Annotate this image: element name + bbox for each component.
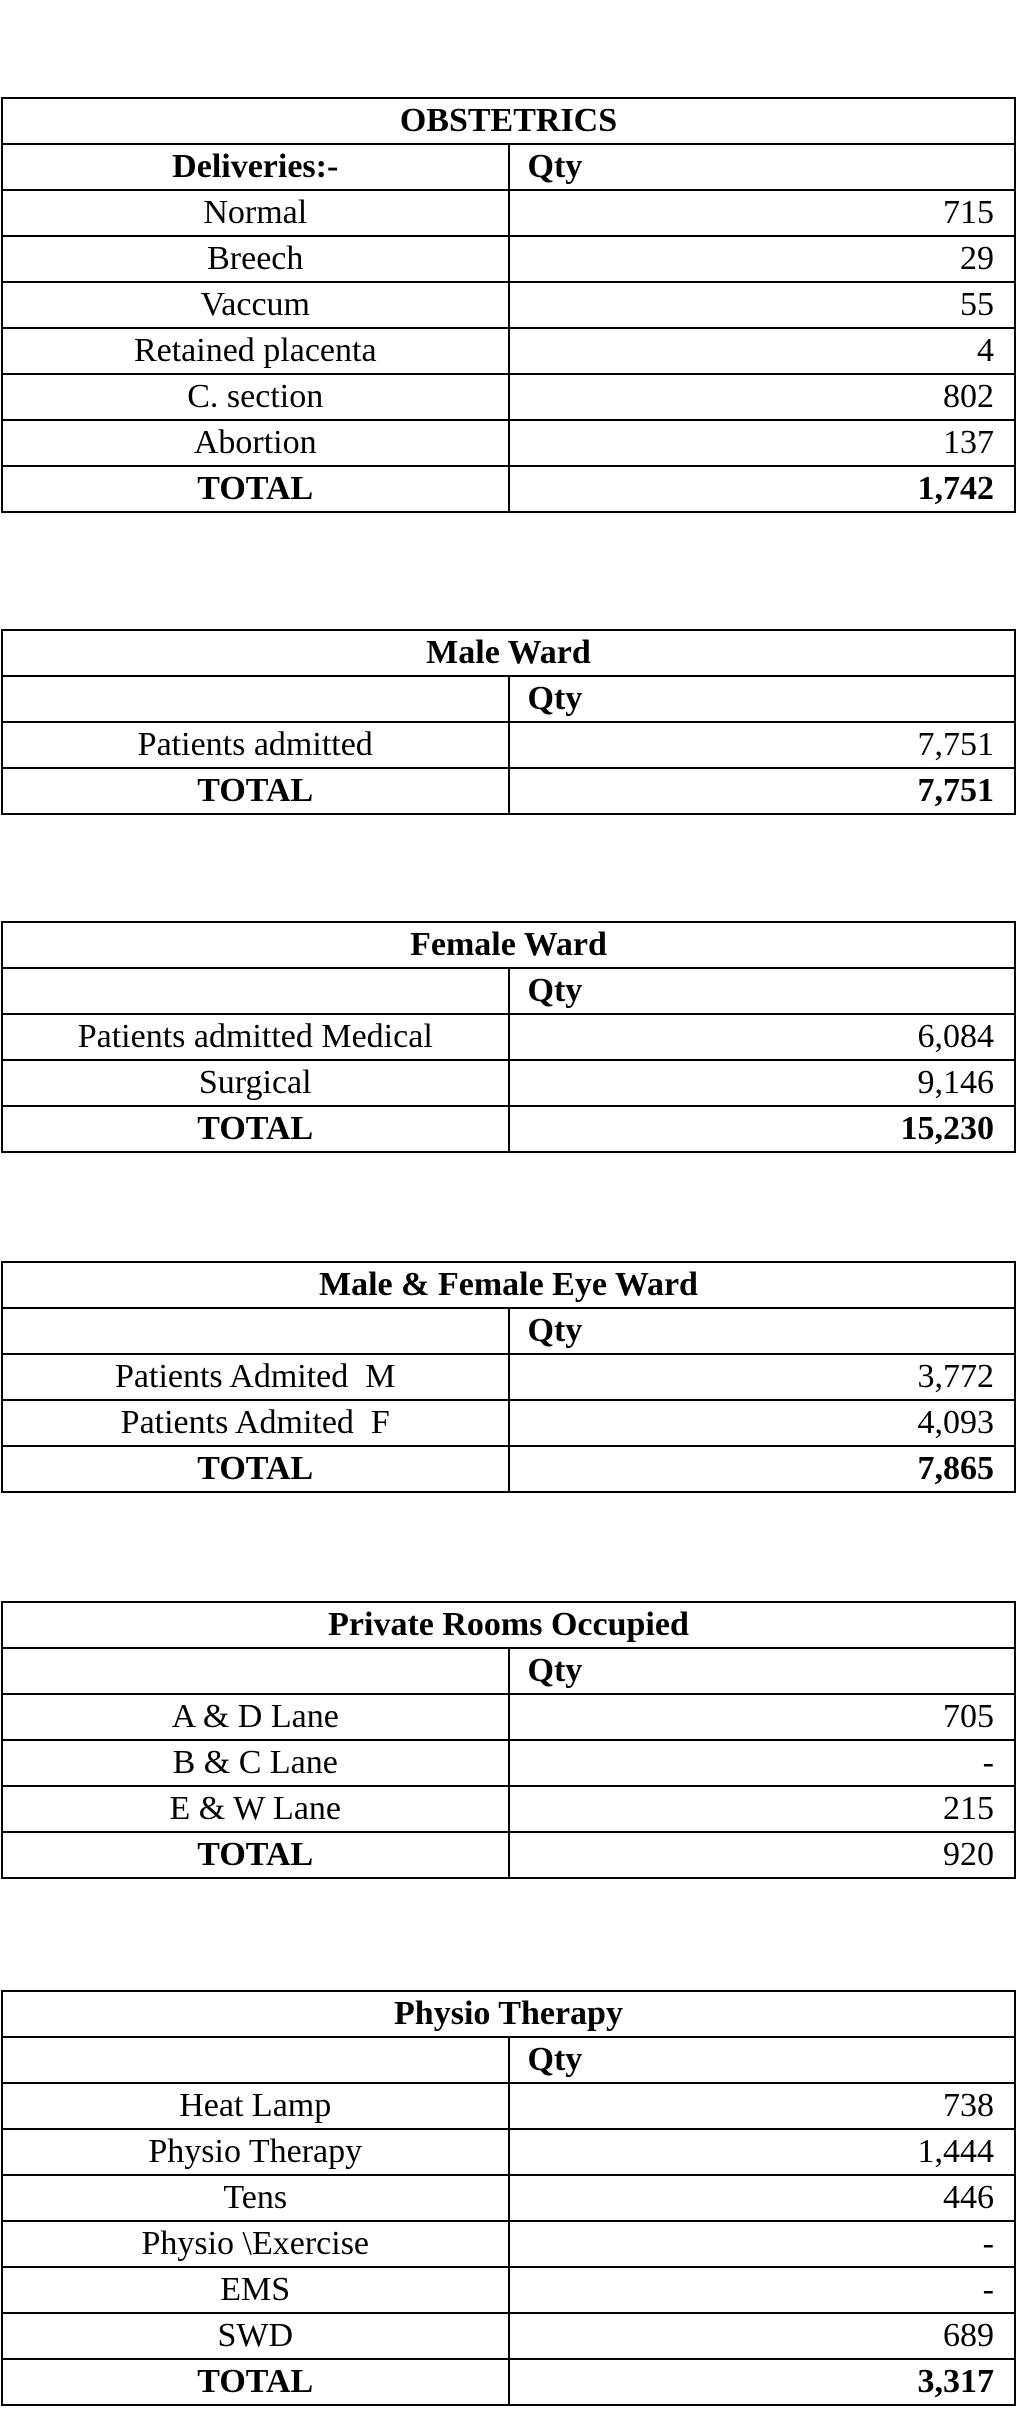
row-label: Patients admitted bbox=[2, 722, 509, 768]
table-row bbox=[2, 236, 1015, 282]
row-value: 4,093 bbox=[509, 1400, 1016, 1446]
qty-header: Qty bbox=[509, 676, 1016, 722]
category-header bbox=[2, 676, 509, 722]
table-row bbox=[2, 420, 1015, 466]
row-value: 738 bbox=[509, 2083, 1016, 2129]
obstetrics-table bbox=[1, 97, 1016, 513]
row-value: 689 bbox=[509, 2313, 1016, 2359]
table-row bbox=[2, 2175, 1015, 2221]
row-label: B & C Lane bbox=[2, 1740, 509, 1786]
row-value: 715 bbox=[509, 190, 1016, 236]
total-row bbox=[2, 2359, 1015, 2405]
table-private-rooms bbox=[1, 1601, 1016, 1879]
row-label: C. section bbox=[2, 374, 509, 420]
row-label: Retained placenta bbox=[2, 328, 509, 374]
table-row bbox=[2, 190, 1015, 236]
table-title: Private Rooms Occupied bbox=[2, 1602, 1015, 1648]
table-row bbox=[2, 2221, 1015, 2267]
row-value: 705 bbox=[509, 1694, 1016, 1740]
table-row bbox=[2, 1740, 1015, 1786]
table-title: Female Ward bbox=[2, 922, 1015, 968]
table-title-row bbox=[2, 98, 1015, 144]
category-header bbox=[2, 2037, 509, 2083]
total-row bbox=[2, 1832, 1015, 1878]
total-value: 920 bbox=[509, 1832, 1016, 1878]
table-title-row bbox=[2, 1262, 1015, 1308]
table-male-ward bbox=[1, 629, 1016, 815]
row-label: E & W Lane bbox=[2, 1786, 509, 1832]
row-value: 446 bbox=[509, 2175, 1016, 2221]
table-row bbox=[2, 2313, 1015, 2359]
eye-ward-table bbox=[1, 1261, 1016, 1493]
private-rooms-table bbox=[1, 1601, 1016, 1879]
row-value: - bbox=[509, 1740, 1016, 1786]
row-value: 6,084 bbox=[509, 1014, 1016, 1060]
category-header bbox=[2, 1648, 509, 1694]
row-label: Abortion bbox=[2, 420, 509, 466]
row-label: SWD bbox=[2, 2313, 509, 2359]
row-value: 1,444 bbox=[509, 2129, 1016, 2175]
table-row bbox=[2, 1354, 1015, 1400]
category-header bbox=[2, 968, 509, 1014]
row-label: Normal bbox=[2, 190, 509, 236]
table-header-row bbox=[2, 144, 1015, 190]
table-row bbox=[2, 1400, 1015, 1446]
qty-header: Qty bbox=[509, 1308, 1016, 1354]
table-female-ward bbox=[1, 921, 1016, 1153]
row-value: 55 bbox=[509, 282, 1016, 328]
table-header-row bbox=[2, 1648, 1015, 1694]
table-row bbox=[2, 722, 1015, 768]
total-value: 1,742 bbox=[509, 466, 1016, 512]
total-label: TOTAL bbox=[2, 1832, 509, 1878]
row-label: Physio \Exercise bbox=[2, 2221, 509, 2267]
table-row bbox=[2, 374, 1015, 420]
total-label: TOTAL bbox=[2, 2359, 509, 2405]
table-title-row bbox=[2, 630, 1015, 676]
row-label: Tens bbox=[2, 2175, 509, 2221]
row-value: 3,772 bbox=[509, 1354, 1016, 1400]
total-label: TOTAL bbox=[2, 466, 509, 512]
category-header: Deliveries:- bbox=[2, 144, 509, 190]
table-row bbox=[2, 282, 1015, 328]
table-eye-ward bbox=[1, 1261, 1016, 1493]
table-header-row bbox=[2, 676, 1015, 722]
table-title-row bbox=[2, 1991, 1015, 2037]
total-row bbox=[2, 466, 1015, 512]
table-title: Male & Female Eye Ward bbox=[2, 1262, 1015, 1308]
table-title-row bbox=[2, 1602, 1015, 1648]
row-value: 215 bbox=[509, 1786, 1016, 1832]
row-value: 802 bbox=[509, 374, 1016, 420]
table-row bbox=[2, 2083, 1015, 2129]
table-title: OBSTETRICS bbox=[2, 98, 1015, 144]
row-value: 7,751 bbox=[509, 722, 1016, 768]
table-header-row bbox=[2, 2037, 1015, 2083]
total-row bbox=[2, 1106, 1015, 1152]
row-value: - bbox=[509, 2267, 1016, 2313]
table-physio-therapy bbox=[1, 1990, 1016, 2406]
category-header bbox=[2, 1308, 509, 1354]
row-label: Patients Admited F bbox=[2, 1400, 509, 1446]
table-row bbox=[2, 1060, 1015, 1106]
total-value: 7,865 bbox=[509, 1446, 1016, 1492]
table-row bbox=[2, 1014, 1015, 1060]
table-header-row bbox=[2, 1308, 1015, 1354]
total-value: 15,230 bbox=[509, 1106, 1016, 1152]
total-value: 7,751 bbox=[509, 768, 1016, 814]
table-row bbox=[2, 2129, 1015, 2175]
row-label: Breech bbox=[2, 236, 509, 282]
female-ward-table bbox=[1, 921, 1016, 1153]
physio-therapy-table bbox=[1, 1990, 1016, 2406]
total-label: TOTAL bbox=[2, 1446, 509, 1492]
row-label: EMS bbox=[2, 2267, 509, 2313]
male-ward-table bbox=[1, 629, 1016, 815]
table-row bbox=[2, 2267, 1015, 2313]
table-row bbox=[2, 328, 1015, 374]
row-label: Patients Admited M bbox=[2, 1354, 509, 1400]
total-label: TOTAL bbox=[2, 1106, 509, 1152]
row-label: Patients admitted Medical bbox=[2, 1014, 509, 1060]
row-label: A & D Lane bbox=[2, 1694, 509, 1740]
qty-header: Qty bbox=[509, 144, 1016, 190]
row-label: Physio Therapy bbox=[2, 2129, 509, 2175]
row-value: 4 bbox=[509, 328, 1016, 374]
qty-header: Qty bbox=[509, 2037, 1016, 2083]
table-row bbox=[2, 1786, 1015, 1832]
row-value: 137 bbox=[509, 420, 1016, 466]
row-label: Vaccum bbox=[2, 282, 509, 328]
total-label: TOTAL bbox=[2, 768, 509, 814]
qty-header: Qty bbox=[509, 968, 1016, 1014]
row-value: 29 bbox=[509, 236, 1016, 282]
total-row bbox=[2, 1446, 1015, 1492]
row-value: 9,146 bbox=[509, 1060, 1016, 1106]
row-value: - bbox=[509, 2221, 1016, 2267]
table-obstetrics bbox=[1, 97, 1016, 513]
table-header-row bbox=[2, 968, 1015, 1014]
table-title-row bbox=[2, 922, 1015, 968]
table-title: Physio Therapy bbox=[2, 1991, 1015, 2037]
total-value: 3,317 bbox=[509, 2359, 1016, 2405]
table-title: Male Ward bbox=[2, 630, 1015, 676]
row-label: Heat Lamp bbox=[2, 2083, 509, 2129]
row-label: Surgical bbox=[2, 1060, 509, 1106]
qty-header: Qty bbox=[509, 1648, 1016, 1694]
table-row bbox=[2, 1694, 1015, 1740]
total-row bbox=[2, 768, 1015, 814]
